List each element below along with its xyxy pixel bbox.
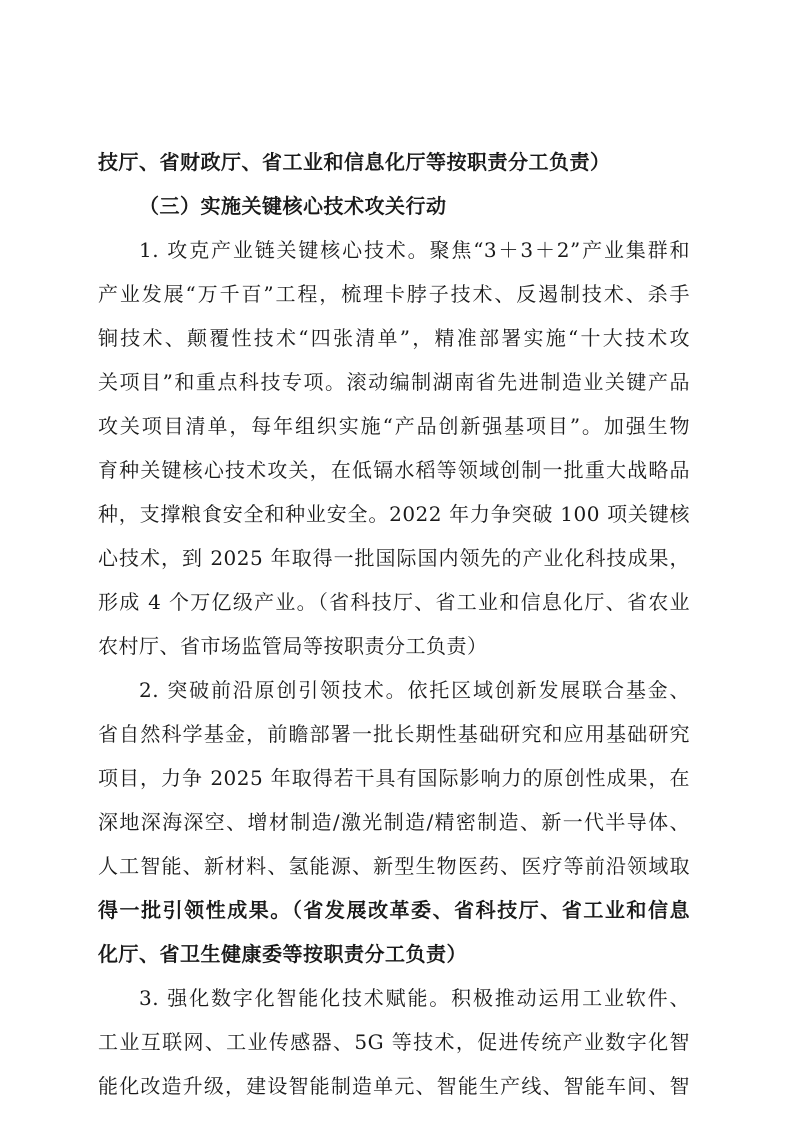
text-line: 3. 强化数字化智能化技术赋能。积极推动运用工业软件、	[139, 986, 690, 1010]
text-line: 农村厅、省市场监管局等按职责分工负责）	[98, 634, 488, 658]
text-line: 能化改造升级，建设智能制造单元、智能生产线、智能车间、智	[98, 1074, 690, 1098]
text-line: 育种关键核心技术攻关，在低镉水稻等领域创制一批重大战略品	[98, 458, 690, 482]
text-line: 得一批引领性成果。（省发展改革委、省科技厅、省工业和信息	[98, 898, 690, 922]
text-line: 省自然科学基金，前瞻部署一批长期性基础研究和应用基础研究	[98, 722, 690, 746]
text-line: 锏技术、颠覆性技术“四张清单”，精准部署实施“十大技术攻	[98, 326, 690, 350]
text-line: 深地深海深空、增材制造/激光制造/精密制造、新一代半导体、	[98, 810, 690, 834]
text-line: 种，支撑粮食安全和种业安全。2022 年力争突破 100 项关键核	[98, 502, 690, 526]
text-line: 技厅、省财政厅、省工业和信息化厅等按职责分工负责）	[98, 150, 611, 174]
text-line: 化厅、省卫生健康委等按职责分工负责）	[98, 942, 467, 966]
text-line: 1. 攻克产业链关键核心技术。聚焦“3＋3＋2”产业集群和	[139, 238, 690, 262]
text-line: 项目，力争 2025 年取得若干具有国际影响力的原创性成果，在	[98, 766, 690, 790]
text-line: 形成 4 个万亿级产业。（省科技厅、省工业和信息化厅、省农业	[98, 590, 690, 614]
section-heading: （三）实施关键核心技术攻关行动	[139, 194, 447, 218]
text-line: 产业发展“万千百”工程，梳理卡脖子技术、反遏制技术、杀手	[98, 282, 690, 306]
text-line: 关项目”和重点科技专项。滚动编制湖南省先进制造业关键产品	[98, 370, 690, 394]
text-line: 工业互联网、工业传感器、5G 等技术，促进传统产业数字化智	[98, 1030, 690, 1054]
text-line: 人工智能、新材料、氢能源、新型生物医药、医疗等前沿领域取	[98, 854, 690, 878]
text-line: 心技术，到 2025 年取得一批国际国内领先的产业化科技成果，	[98, 546, 690, 570]
text-line: 2. 突破前沿原创引领技术。依托区域创新发展联合基金、	[139, 678, 690, 702]
text-line: 攻关项目清单，每年组织实施“产品创新强基项目”。加强生物	[98, 414, 690, 438]
